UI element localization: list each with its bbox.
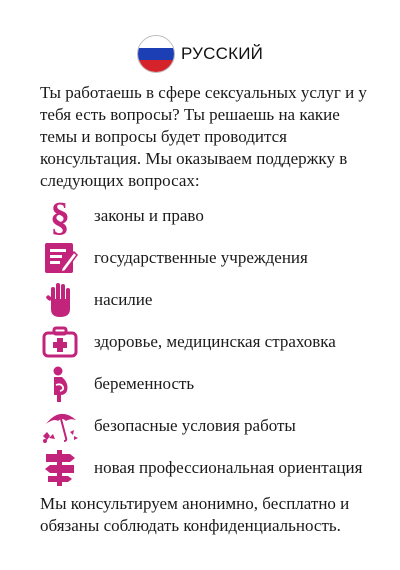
intro-paragraph: Ты работаешь в сфере сексуальных услуг и у тебя есть вопросы? Ты решаешь на какие темы и вопросы будет проводится консультация. Мы оказываем поддержку в следующих вопросах: bbox=[40, 83, 367, 190]
topic-label: беременность bbox=[94, 374, 195, 393]
list-item bbox=[40, 447, 390, 489]
topic-label: безопасные условия работы bbox=[94, 416, 296, 435]
language-label: РУССКИЙ bbox=[180, 44, 264, 63]
list-item bbox=[40, 363, 390, 405]
signpost-icon bbox=[40, 448, 80, 488]
pregnancy-icon bbox=[40, 364, 80, 404]
topic-label: новая профессиональная ориентация bbox=[94, 458, 363, 477]
topic-label: государственные учреждения bbox=[94, 248, 308, 267]
list-item bbox=[40, 405, 390, 447]
list-item bbox=[40, 279, 390, 321]
topic-label: законы и право bbox=[94, 206, 204, 225]
medical-kit-icon bbox=[40, 322, 80, 362]
paragraph-icon bbox=[40, 196, 80, 236]
list-item bbox=[40, 195, 390, 237]
document-edit-icon bbox=[40, 238, 80, 278]
list-item bbox=[40, 237, 390, 279]
outro-paragraph: Мы консультируем анонимно, бесплатно и обязаны соблюдать конфиденциальность. bbox=[40, 494, 350, 535]
russia-flag-icon bbox=[137, 35, 175, 73]
svg-text:§: § bbox=[50, 196, 70, 236]
topic-label: насилие bbox=[94, 290, 153, 309]
topics-list bbox=[40, 195, 390, 489]
umbrella-protection-icon bbox=[40, 406, 80, 446]
language-header bbox=[0, 34, 400, 74]
list-item bbox=[40, 321, 390, 363]
stop-hand-icon bbox=[40, 280, 80, 320]
topic-label: здоровье, медицинская страховка bbox=[94, 332, 336, 351]
